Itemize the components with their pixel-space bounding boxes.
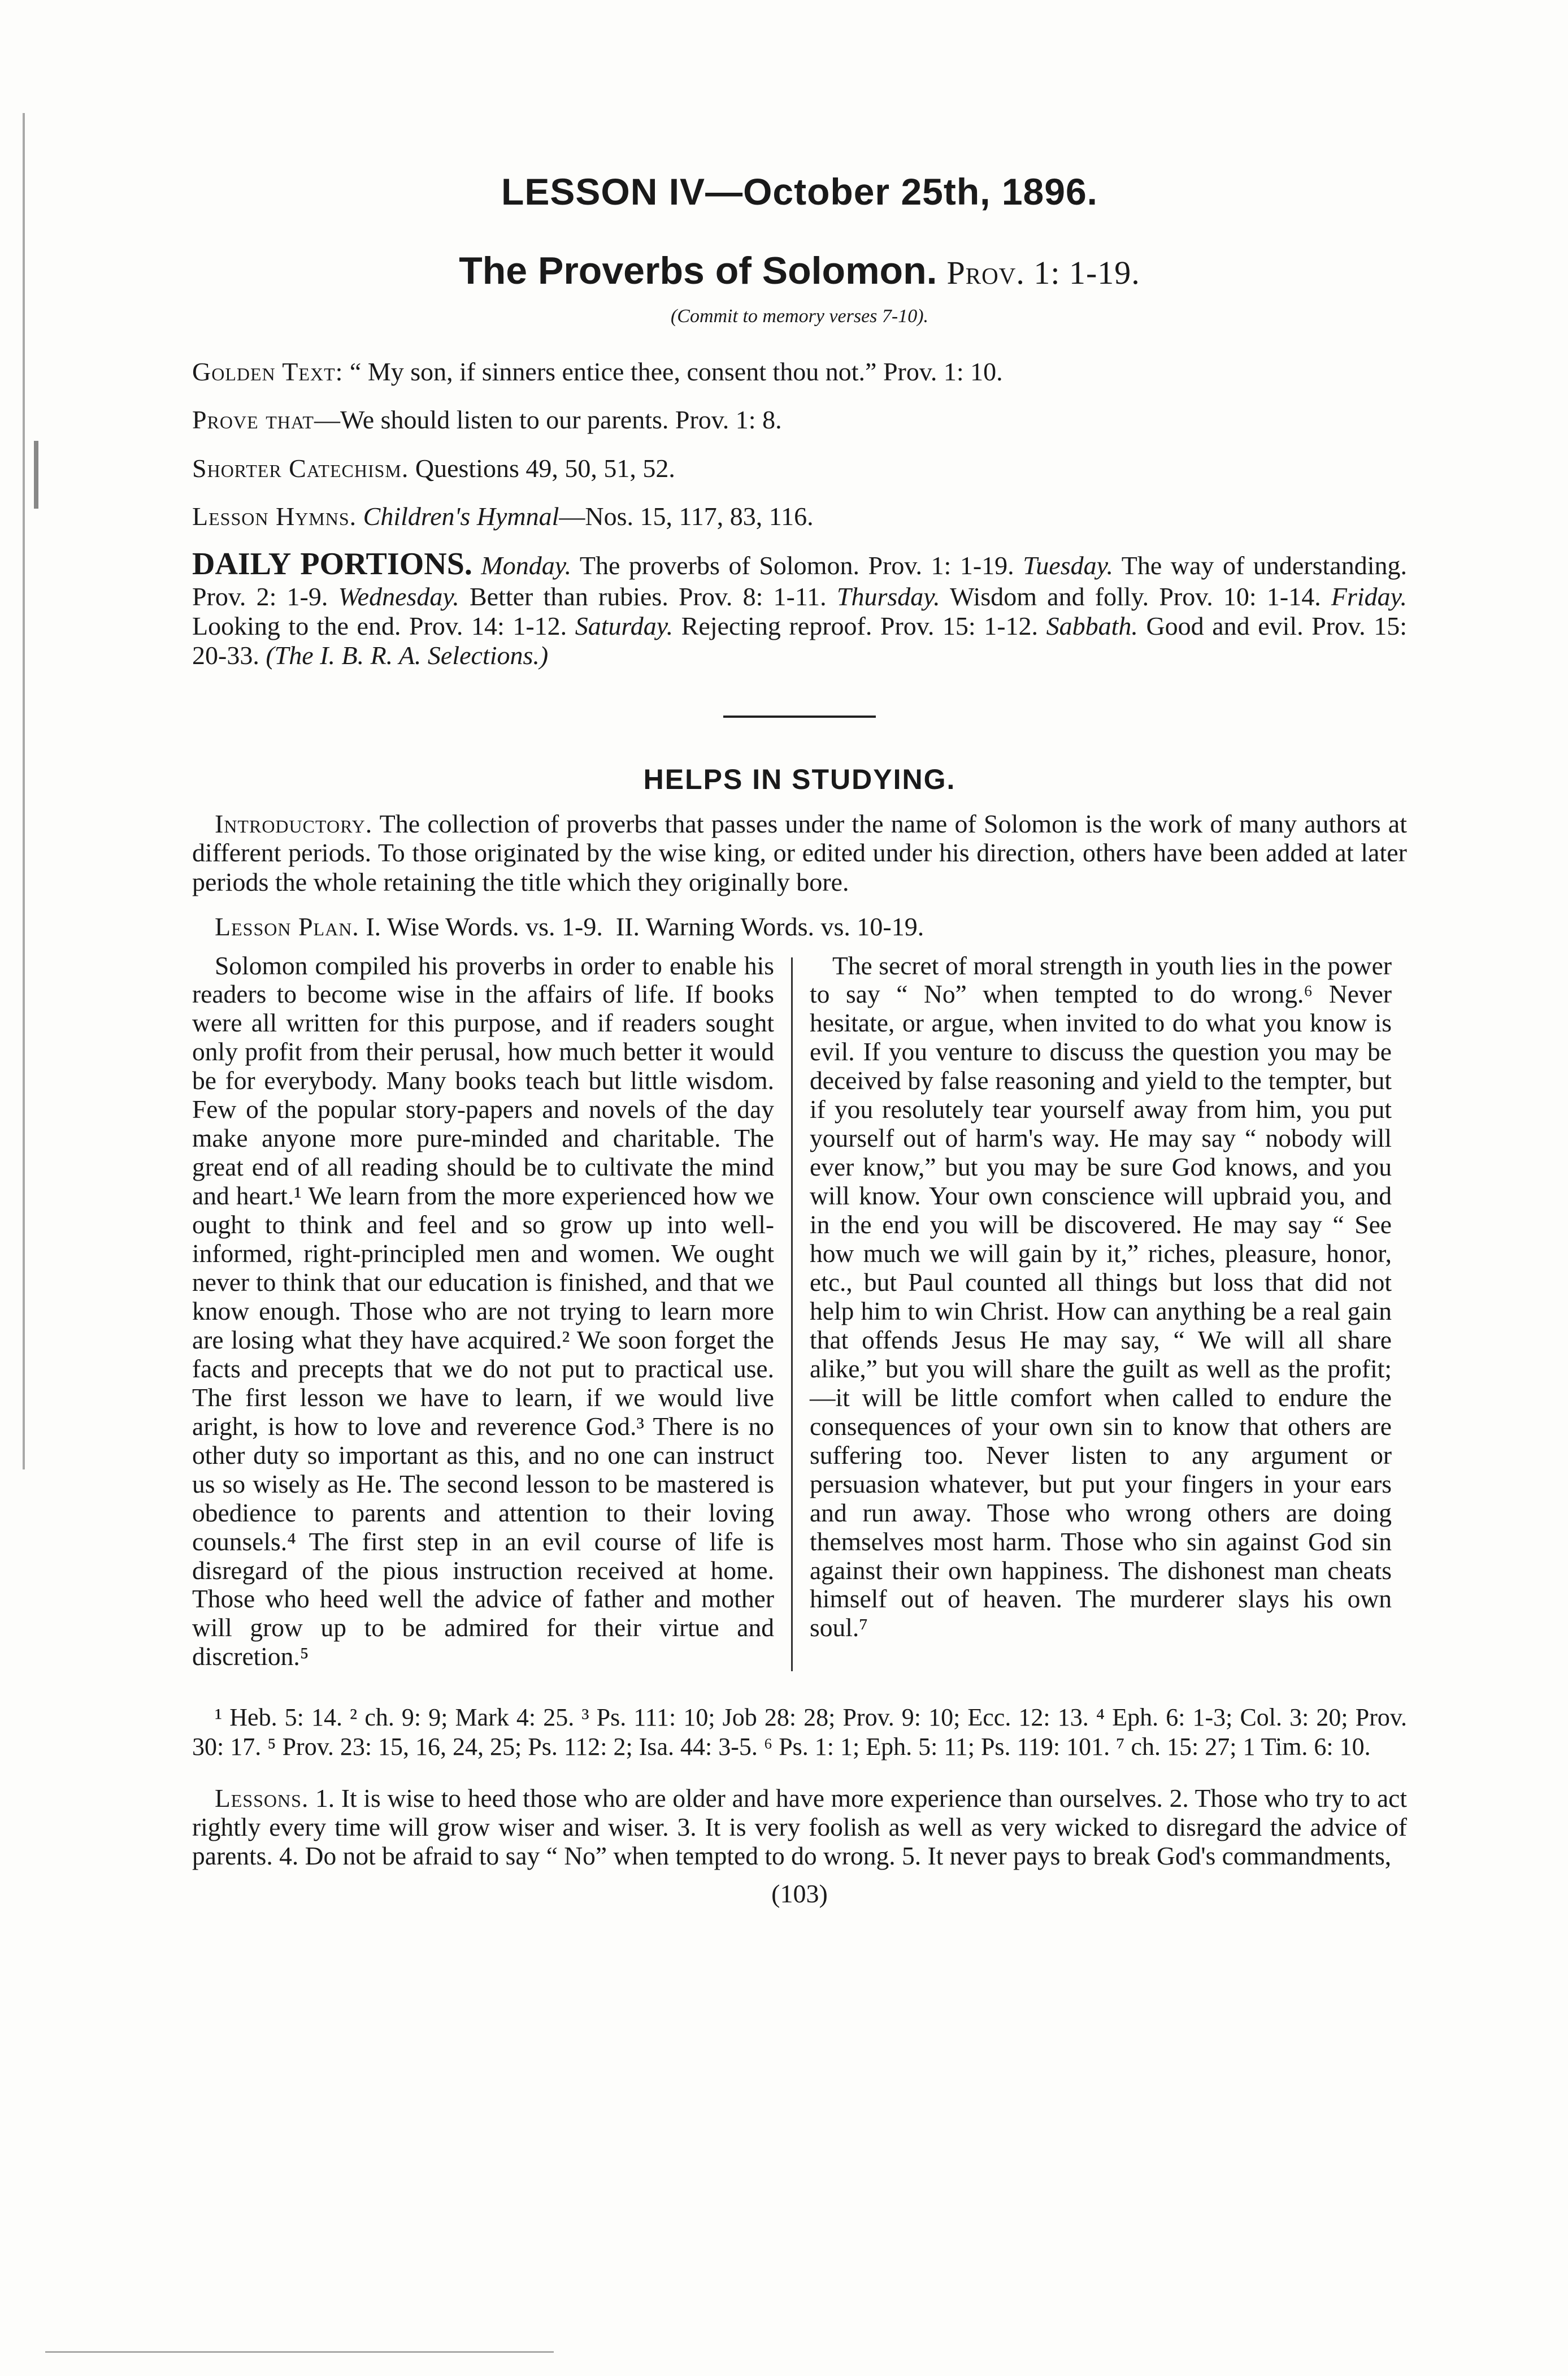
introductory-body: The collection of proverbs that passes under the name of Solomon is the work of many authors at different periods. To those originated by the wise king, or edited under his direction, others have been added at later periods the whole retaining the title which they originally bore. bbox=[192, 809, 1408, 896]
introductory-label: Introductory. bbox=[215, 809, 373, 838]
daily-text: The way of understanding. Prov. 2: 1-9. bbox=[192, 550, 1407, 612]
daily-text: Better than rubies. Prov. 8: 1-11. bbox=[469, 582, 827, 612]
daily-day: Wednesday. bbox=[338, 582, 459, 612]
shorter-catechism bbox=[192, 452, 1407, 485]
golden-text-body: “ My son, if sinners entice thee, consent thou not.” Prov. 1: 10. bbox=[349, 357, 1003, 386]
lesson-title: LESSON IV—October 25th, 1896. bbox=[501, 171, 1098, 213]
scan-edge-mark bbox=[34, 441, 38, 509]
column-right-text: The secret of moral strength in youth lies in the power to say “ No” when tempted to do wrong.⁶ Never hesitate, or argue, when invited to do what you know is evil. If you venture to discuss the question you may be deceived by false reasoning and yield to the tempter, but if you resolutely tear yourself away from him, you put yourself out of harm's way. He may say “ nobody will ever know,” but you may be sure God knows, and you will know. Your own conscience will upbraid you, and in the end you will be discovered. He may say “ See how much we will gain by it,” riches, pleasure, honor, etc., but Paul counted all things but loss that did not help him to win Christ. How can anything be a real gain that offends Jesus He may say, “ We will all share alike,” but you will share the guilt as well as the profit;—it will be little comfort when called to endure the consequences of your own sin to know that others are suffering too. Never listen to any argument or persuasion whatever, but put your fingers in your ears and run away. Those who wrong others are doing themselves most harm. Those who sin against God sin against their own happiness. The dishonest man cheats himself out of heaven. The murderer slays his own soul.⁷ bbox=[810, 951, 1392, 1642]
lesson-hymns-book: Children's Hymnal bbox=[363, 502, 559, 531]
column-left bbox=[192, 952, 774, 1672]
daily-day: Sabbath. bbox=[1046, 612, 1138, 641]
column-divider bbox=[791, 957, 793, 1672]
shorter-catechism-label: Shorter Catechism. bbox=[192, 453, 409, 483]
footnotes: ¹ Heb. 5: 14. ² ch. 9: 9; Mark 4: 25. ³ Ps. 111: 10; Job 28: 28; Prov. 9: 10; Ecc. 12: 13. ⁴ Eph. 6: 1-3; Col. 3: 20; Prov. 30: 17. ⁵ Prov. 23: 15, 16, 24, 25; Ps. 112: 2; Isa. 44: 3-5. ⁶ Ps. 1: 1; Eph. 5: 11; Ps. 119: 101. ⁷ ch. 15: 27; 1 Tim. 6: 10. bbox=[192, 1703, 1407, 1761]
lessons bbox=[192, 1784, 1407, 1871]
prove-that bbox=[192, 404, 1407, 436]
daily-text: The proverbs of Solomon. Prov. 1: 1-19. bbox=[579, 550, 1014, 580]
section-divider bbox=[723, 716, 876, 718]
lesson-plan-part1: I. Wise Words. vs. 1-9. bbox=[366, 912, 603, 941]
lessons-label: Lessons. bbox=[215, 1784, 309, 1813]
daily-portions bbox=[192, 547, 1407, 670]
scan-edge-mark bbox=[23, 113, 25, 1469]
subtitle-main: The Proverbs of Solomon. bbox=[459, 249, 937, 293]
shorter-catechism-body: Questions 49, 50, 51, 52. bbox=[415, 453, 675, 483]
lesson-plan-part2: II. Warning Words. vs. 10-19. bbox=[615, 912, 924, 941]
introductory bbox=[192, 809, 1407, 897]
daily-text: Rejecting reproof. Prov. 15: 1-12. bbox=[681, 612, 1039, 641]
helps-heading: HELPS IN STUDYING. bbox=[643, 763, 956, 795]
lesson-subtitle bbox=[192, 248, 1407, 294]
subtitle-reference: Prov. 1: 1-19. bbox=[946, 254, 1140, 292]
golden-text-label: Golden Text: bbox=[192, 357, 344, 386]
memory-note: (Commit to memory verses 7-10). bbox=[670, 305, 929, 327]
daily-day: Monday. bbox=[481, 550, 572, 580]
lesson-plan bbox=[192, 912, 1407, 942]
daily-day: Saturday. bbox=[575, 612, 674, 641]
daily-source: (The I. B. R. A. Selections.) bbox=[266, 640, 549, 670]
daily-text: Wisdom and folly. Prov. 10: 1-14. bbox=[949, 582, 1321, 612]
lesson-hymns-label: Lesson Hymns. bbox=[192, 502, 357, 531]
lesson-hymns-body: —Nos. 15, 117, 83, 116. bbox=[559, 502, 814, 531]
lesson-plan-label: Lesson Plan. bbox=[215, 912, 359, 941]
prove-that-body: —We should listen to our parents. Prov. 1: 8. bbox=[314, 405, 782, 435]
daily-day: Friday. bbox=[1331, 582, 1408, 612]
daily-portions-heading: DAILY PORTIONS. bbox=[192, 546, 472, 582]
lesson-hymns bbox=[192, 500, 1407, 533]
scan-edge-mark bbox=[45, 2351, 554, 2353]
column-left-text: Solomon compiled his proverbs in order to enable his readers to become wise in the affairs of life. If books were all written for this purpose, and if readers sought only profit from their perusal, how much better it would be for everybody. Many books teach but little wisdom. Few of the popular story-papers and novels of the day make anyone more pure-minded and charitable. The great end of all reading should be to cultivate the mind and heart.¹ We learn from the more experienced how we ought to think and feel and so grow up into well-informed, right-principled men and women. We ought never to think that our education is finished, and that we know enough. Those who are not trying to learn more are losing what they have acquired.² We soon forget the facts and precepts that we do not put to practical use. The first lesson we have to learn, if we would live aright, is how to love and reverence God.³ There is no other duty so important as this, and no one can instruct us so wisely as He. The second lesson to be mastered is obedience to parents and attention to their loving counsels.⁴ The first step in an evil course of life is disregard of the pious instruction received at home. Those who heed well the advice of father and mother will grow up to be admired for their virtue and discretion.⁵ bbox=[192, 951, 774, 1671]
daily-day: Thursday. bbox=[836, 582, 940, 612]
daily-text: Looking to the end. Prov. 14: 1-12. bbox=[192, 612, 567, 641]
golden-text bbox=[192, 355, 1407, 388]
two-column-text bbox=[192, 952, 1407, 1672]
prove-that-label: Prove that bbox=[192, 405, 314, 435]
column-right bbox=[810, 952, 1392, 1672]
daily-text: Good and evil. Prov. 15: 20-33. bbox=[192, 612, 1408, 670]
page-number: (103) bbox=[771, 1879, 828, 1908]
lessons-body: 1. It is wise to heed those who are older and have more experience than ourselves. 2. Those who try to act rightly every time will grow wiser and wiser. 3. It is very foolish as well as very wicked to disregard the advice of parents. 4. Do not be afraid to say “ No” when tempted to do wrong. 5. It never pays to break God's commandments, bbox=[192, 1784, 1407, 1871]
daily-day: Tuesday. bbox=[1023, 550, 1113, 580]
page bbox=[192, 170, 1407, 1909]
